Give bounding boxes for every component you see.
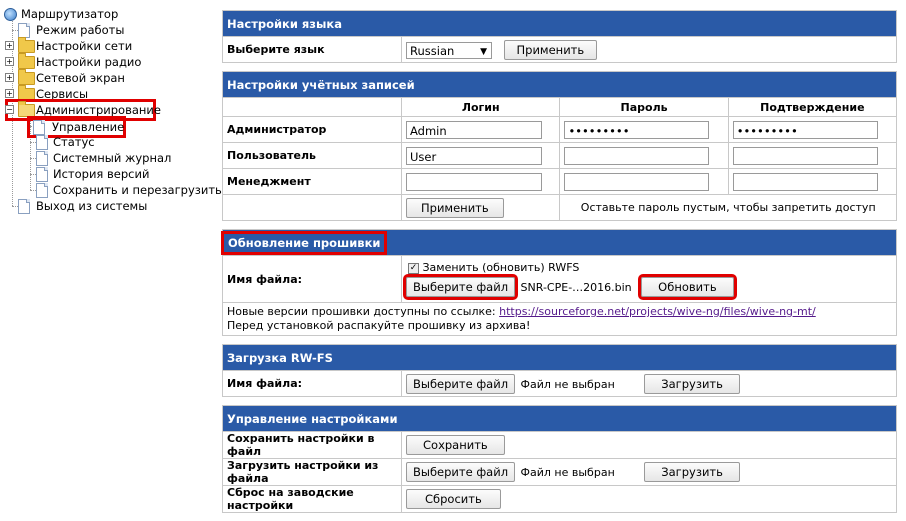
firmware-note: Новые версии прошивки доступны по ссылке: [227,305,496,318]
rwfs-checkbox-label: Заменить (обновить) RWFS [422,261,580,274]
admin-login-input[interactable]: Admin [406,121,542,139]
load-settings-label: Загрузить настройки из файла [223,459,402,486]
dropdown-arrow-icon: ▼ [480,47,487,57]
firmware-download-link[interactable]: https://sourceforge.net/projects/wive-ng/files/wive-ng-mt/ [499,305,816,318]
folder-icon [18,56,35,69]
accounts-section [222,71,897,221]
expand-icon[interactable]: + [6,89,13,98]
firmware-section [222,229,897,336]
firmware-choose-file-button[interactable]: Выберите файл [406,277,515,297]
open-folder-icon [18,104,35,117]
page-icon [18,199,30,214]
rwfs-upload-button[interactable]: Загрузить [644,374,740,394]
rwfs-filename: Файл не выбран [520,377,615,391]
firmware-unpack-note: Перед установкой распакуйте прошивку из архива! [227,319,531,332]
account-label: Менеджмент [223,169,402,195]
confirm-column-header: Подтверждение [728,98,896,117]
expand-icon[interactable]: + [6,41,13,50]
main-content [222,10,898,521]
folder-icon [18,40,35,53]
folder-icon [18,72,35,85]
expand-icon[interactable]: + [6,73,13,82]
firmware-file-label: Имя файла: [223,256,402,303]
rwfs-checkbox[interactable]: ✓ [409,262,418,273]
rwfs-choose-file-button[interactable]: Выберите файл [406,374,515,394]
section-title: Настройки языка [223,11,897,37]
account-label: Пользователь [223,143,402,169]
mgmt-password-input[interactable] [564,173,709,191]
firmware-update-button[interactable]: Обновить [641,277,733,297]
language-label: Выберите язык [223,37,402,63]
user-confirm-input[interactable] [733,147,878,165]
section-title: Настройки учётных записей [223,72,897,98]
folder-icon [18,88,35,101]
login-column-header: Логин [402,98,560,117]
page-icon [36,135,48,150]
rwfs-section [222,344,897,397]
mgmt-login-input[interactable] [406,173,542,191]
tree-item-administration[interactable]: − Администрирование [6,103,161,117]
save-settings-label: Сохранить настройки в файл [223,432,402,459]
rwfs-file-label: Имя файла: [223,371,402,397]
firmware-filename: SNR-CPE-…2016.bin [520,281,632,294]
account-label: Администратор [223,117,402,143]
settings-choose-file-button[interactable]: Выберите файл [406,462,515,482]
settings-section [222,405,897,513]
language-select[interactable]: Russian ▼ [406,42,492,59]
page-icon [33,120,45,135]
tree-item-management[interactable]: Управление [30,119,123,135]
page-icon [36,151,48,166]
tree-root-label: Маршрутизатор [21,7,119,21]
collapse-icon[interactable]: − [6,105,13,114]
page-icon [36,183,48,198]
section-title: Загрузка RW-FS [223,345,897,371]
expand-icon[interactable]: + [6,57,13,66]
user-password-input[interactable] [564,147,709,165]
user-login-input[interactable]: User [406,147,542,165]
password-column-header: Пароль [560,98,728,117]
navigation-tree: Маршрутизатор Режим работы + Настройки сети + Настройки радио + Сетевой экран + Сервисы − Администрирование Управление Статус Системный журнал История версий Сохранить и перезагрузить Выход из системы [0,0,218,499]
page-icon [36,167,48,182]
router-icon [4,8,17,21]
language-apply-button[interactable]: Применить [504,40,598,60]
section-title: Обновление прошивки [224,234,384,252]
mgmt-confirm-input[interactable] [733,173,878,191]
reset-settings-button[interactable]: Сбросить [406,489,501,509]
section-title: Управление настройками [223,406,897,432]
admin-password-input[interactable]: ••••••••• [564,121,709,139]
language-section [222,10,897,63]
admin-confirm-input[interactable]: ••••••••• [733,121,878,139]
reset-settings-label: Сброс на заводские настройки [223,486,402,513]
save-settings-button[interactable]: Сохранить [406,435,505,455]
accounts-apply-button[interactable]: Применить [406,198,504,218]
load-settings-button[interactable]: Загрузить [644,462,740,482]
settings-filename: Файл не выбран [520,466,615,479]
page-icon [18,23,30,38]
accounts-hint: Оставьте пароль пустым, чтобы запретить доступ [560,195,897,221]
